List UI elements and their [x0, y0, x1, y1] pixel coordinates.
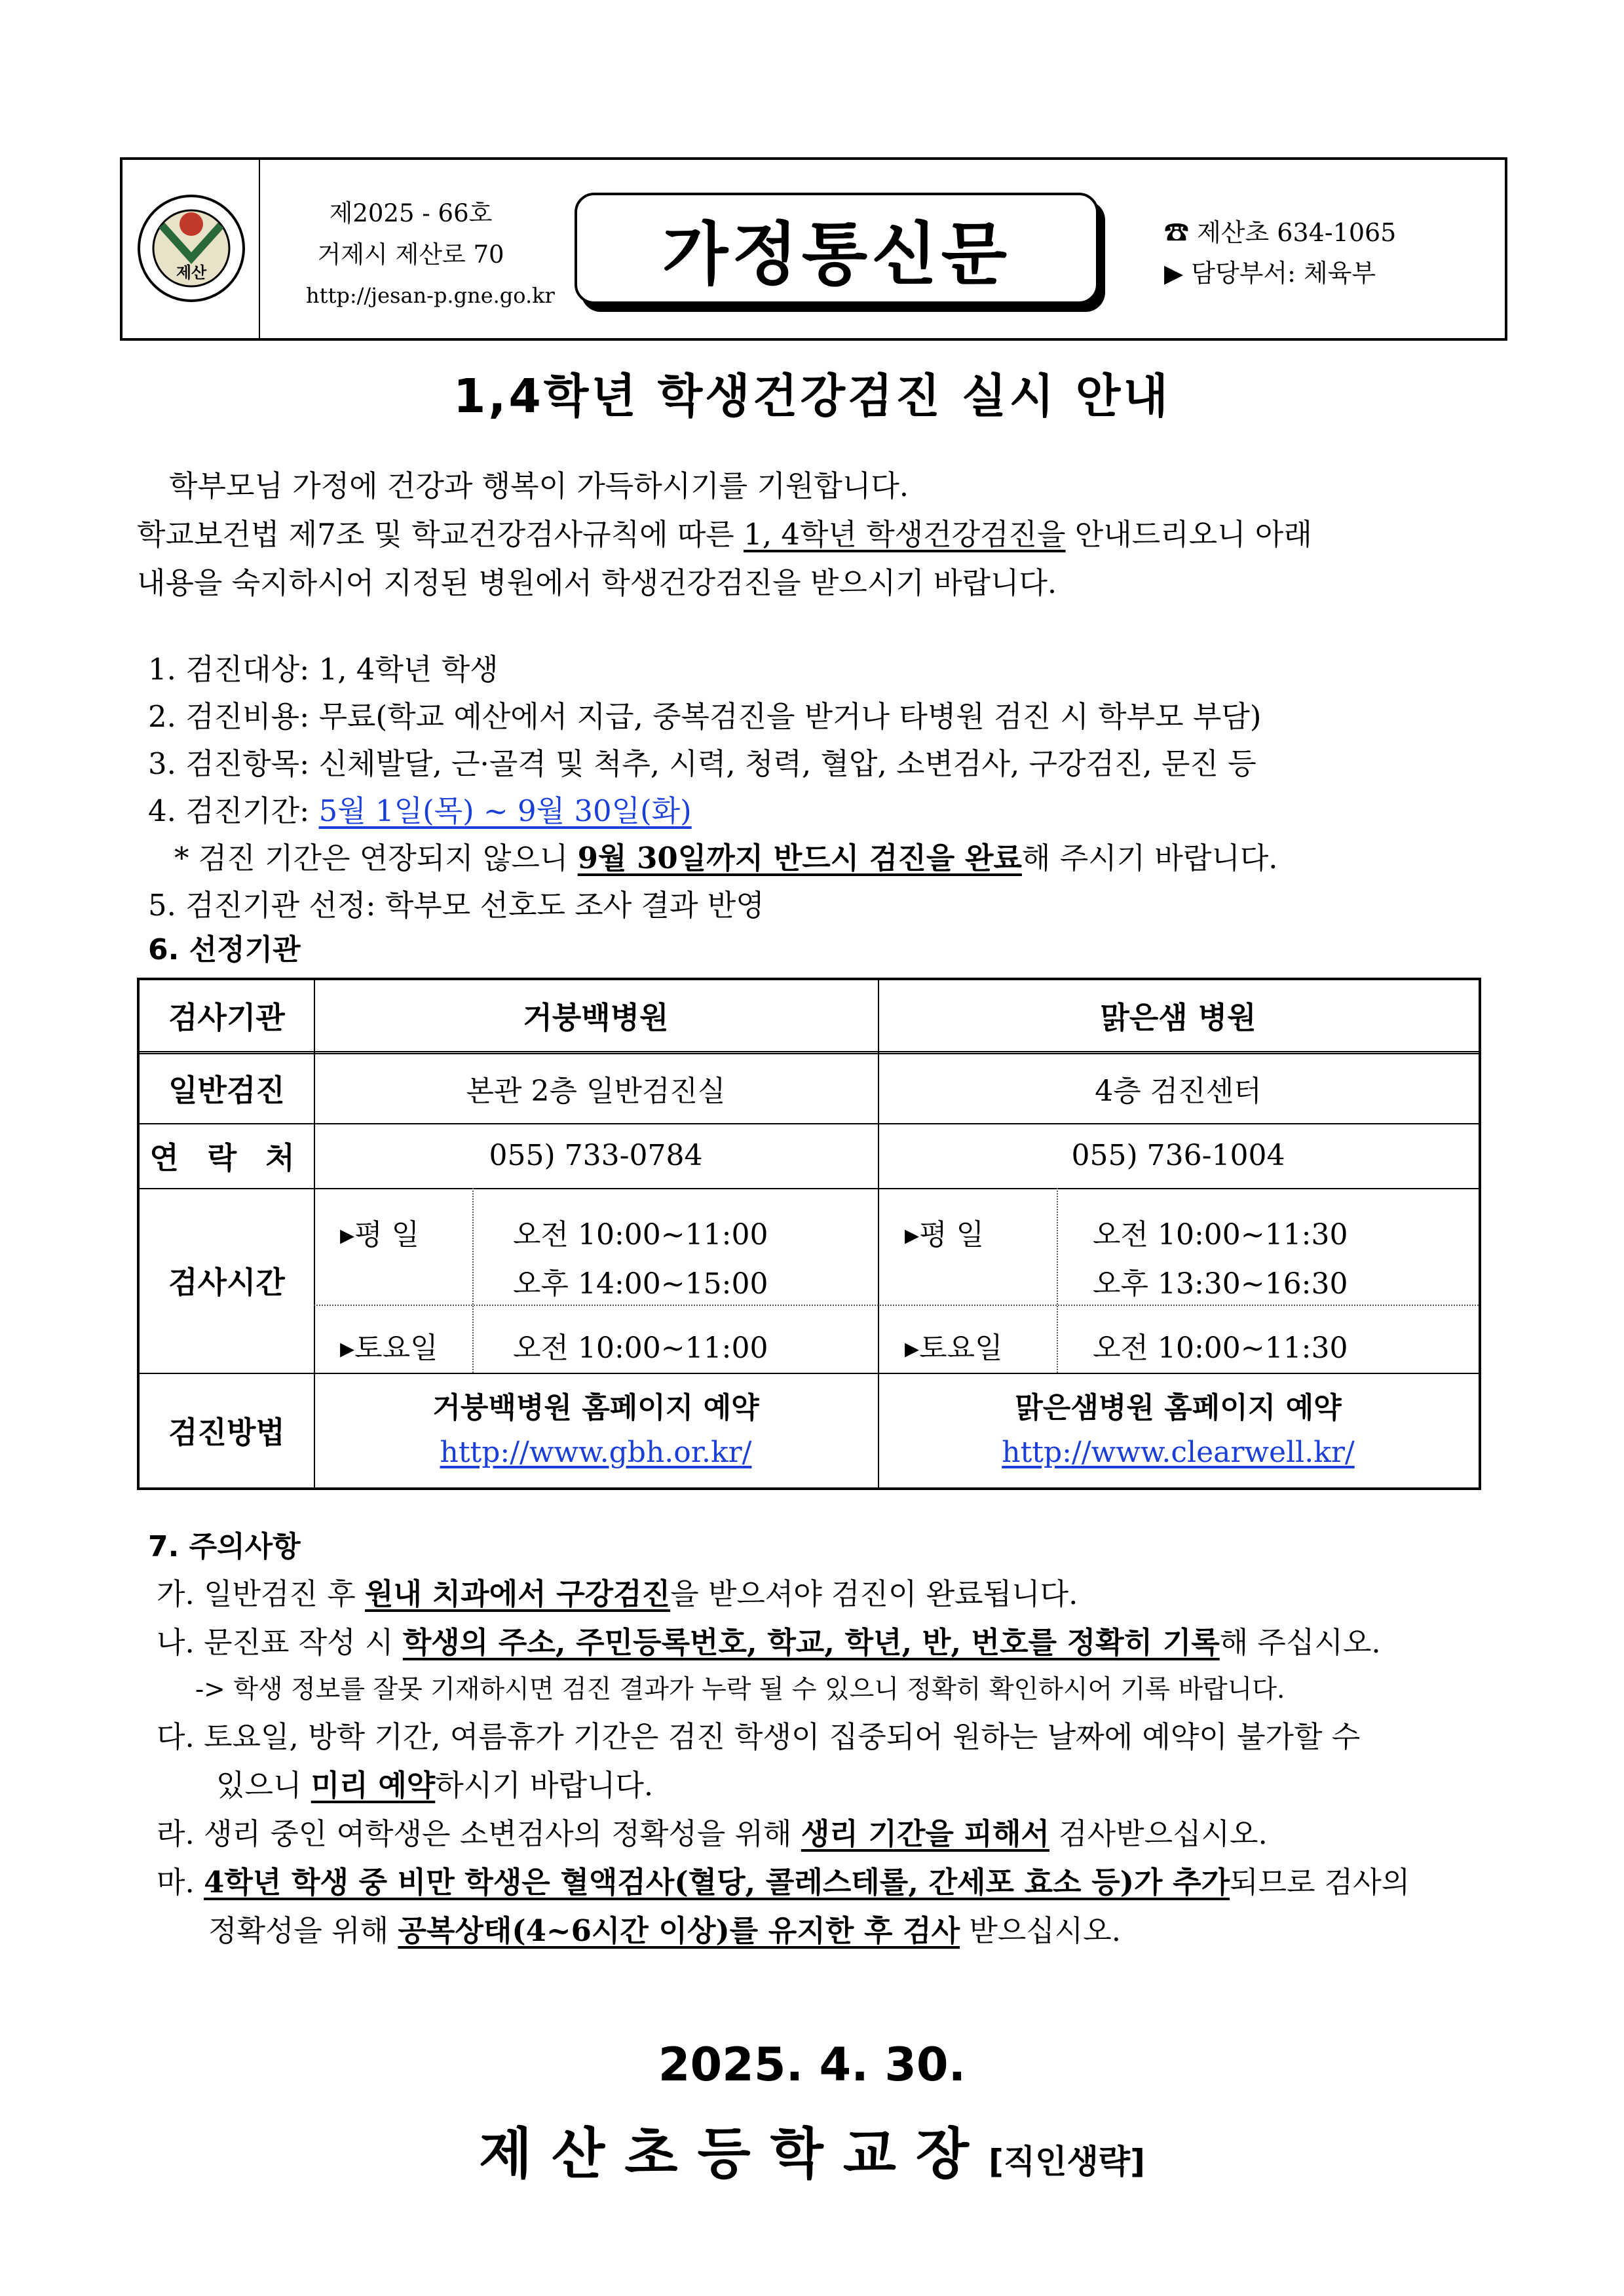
item-selection: 5. 검진기관 선정: 학부모 선호도 조사 결과 반영: [148, 888, 765, 923]
signer: [0, 2110, 1624, 2189]
caution-c-line1: 다. 토요일, 방학 기간, 여름휴가 기간은 검진 학생이 집중되어 원하는 날짜에 예약이 불가할 수: [157, 1719, 1361, 1754]
hospital-2-link[interactable]: http://www.clearwell.kr/: [1002, 1435, 1355, 1469]
caution-d: 라. 생리 중인 여학생은 소변검사의 정확성을 위해 생리 기간을 피해서 검사받으십시오.: [157, 1816, 1268, 1851]
hospital-1-phone: 055) 733-0784: [489, 1139, 703, 1172]
hospital-2-saturday: 오전 10:00~11:30: [1093, 1331, 1348, 1365]
row-label-time: 검사시간: [168, 1265, 285, 1300]
logo-text: 제산: [176, 263, 207, 282]
issue-number: 제2025 - 66호: [329, 199, 493, 227]
page-title: 1,4학년 학생건강검진 실시 안내: [453, 369, 1171, 423]
hospital-1-weekday-label: ▸평 일: [340, 1218, 420, 1252]
hospital-2-weekday-label: ▸평 일: [905, 1218, 985, 1252]
hospital-1-name: 거붕백병원: [523, 1000, 669, 1035]
phone-number: ☎ 제산초 634-1065: [1164, 218, 1397, 247]
row-label-contact: 연 락 처: [149, 1139, 304, 1176]
school-address: 거제시 제산로 70: [317, 240, 504, 269]
cautions-heading: 7. 주의사항: [148, 1530, 301, 1563]
hospital-table: [137, 978, 1481, 1490]
caution-a: 가. 일반검진 후 원내 치과에서 구강검진을 받으셔야 검진이 완료됩니다.: [157, 1577, 1078, 1611]
logo-cell: [123, 160, 260, 338]
row-label-general: 일반검진: [168, 1073, 285, 1108]
caution-c-line2: 있으니 미리 예약하시기 바랍니다.: [216, 1768, 654, 1803]
caution-e-emphasis: 4학년 학생 중 비만 학생은 혈액검사(혈당, 콜레스테롤, 간세포 효소 등)가 추가: [204, 1865, 1230, 1900]
intro-line-3: 내용을 숙지하시어 지정된 병원에서 학생건강검진을 받으시기 바랍니다.: [137, 565, 1057, 600]
caution-b-sub: -> 학생 정보를 잘못 기재하시면 검진 결과가 누락 될 수 있으니 정확히 확인하시어 기록 바랍니다.: [195, 1675, 1285, 1704]
intro-highlight: 1, 4학년 학생건강검진을: [744, 517, 1066, 552]
row-label-method: 검진방법: [168, 1414, 285, 1450]
hospital-2-method: [878, 1373, 1479, 1487]
caution-e-line1: 마. 4학년 학생 중 비만 학생은 혈액검사(혈당, 콜레스테롤, 간세포 효소 등)가 추가되므로 검사의: [157, 1865, 1410, 1900]
item-cost: 2. 검진비용: 무료(학교 예산에서 지급, 중복검진을 받거나 타병원 검진 시 학부모 부담): [148, 699, 1262, 734]
department: ▶ 담당부서: 체육부: [1164, 259, 1376, 288]
caution-e-emphasis-2: 공복상태(4~6시간 이상)를 유지한 후 검사: [398, 1913, 960, 1948]
hospital-1-method-text: 거붕백병원 홈페이지 예약: [432, 1390, 759, 1425]
hospital-2-general: 4층 검진센터: [1095, 1075, 1262, 1108]
caution-d-emphasis: 생리 기간을 피해서: [801, 1816, 1049, 1851]
hospital-2-weekday-am: 오전 10:00~11:30: [1093, 1218, 1348, 1252]
contact-info: [1164, 212, 1396, 294]
header-box: [120, 157, 1507, 341]
hospital-2-phone: 055) 736-1004: [1071, 1139, 1285, 1172]
seal-omitted-note: [직인생략]: [989, 2143, 1145, 2181]
hospital-1-saturday-label: ▸토요일: [340, 1331, 438, 1365]
hospital-1-link[interactable]: http://www.gbh.or.kr/: [440, 1435, 752, 1469]
caution-a-emphasis: 원내 치과에서 구강검진: [365, 1577, 671, 1611]
hospitals-heading: 6. 선정기관: [148, 933, 301, 966]
hospital-1-method: [314, 1373, 878, 1487]
signer-name: 제산초등학교장: [479, 2122, 989, 2186]
document-date: 2025. 4. 30.: [658, 2038, 966, 2092]
issue-info: [306, 193, 555, 316]
intro-line-1: 학부모님 가정에 건강과 행복이 가득하시기를 기원합니다.: [169, 469, 909, 503]
col-header-institution: 검사기관: [168, 1000, 285, 1035]
intro-line-2: 학교보건법 제7조 및 학교건강검사규칙에 따른 1, 4학년 학생건강검진을 안내드리오니 아래: [137, 517, 1312, 552]
item-exam-list: 3. 검진항목: 신체발달, 근·골격 및 척추, 시력, 청력, 혈압, 소변검사, 구강검진, 문진 등: [148, 746, 1256, 781]
school-logo: [136, 186, 247, 311]
hospital-2-name: 맑은샘 병원: [1100, 1000, 1256, 1035]
school-url[interactable]: http://jesan-p.gne.go.kr: [306, 283, 555, 308]
caution-c-emphasis: 미리 예약: [311, 1768, 436, 1803]
item-period-note: * 검진 기간은 연장되지 않으니 9월 30일까지 반드시 검진을 완료해 주시기 바랍니다.: [174, 841, 1278, 875]
hospital-2-saturday-label: ▸토요일: [905, 1331, 1003, 1365]
deadline-emphasis: 9월 30일까지 반드시 검진을 완료: [577, 841, 1022, 875]
item-period: 4. 검진기간: 5월 1일(목) ~ 9월 30일(화): [148, 794, 692, 828]
item-target: 1. 검진대상: 1, 4학년 학생: [148, 652, 499, 687]
newsletter-title: 가정통신문: [575, 193, 1099, 304]
period-value: 5월 1일(목) ~ 9월 30일(화): [318, 794, 692, 828]
hospital-2-weekday-pm: 오후 13:30~16:30: [1093, 1267, 1348, 1301]
hospital-1-general: 본관 2층 일반검진실: [466, 1075, 726, 1108]
hospital-1-weekday-pm: 오후 14:00~15:00: [513, 1267, 768, 1301]
hospital-2-method-text: 맑은샘병원 홈페이지 예약: [1015, 1390, 1342, 1425]
hospital-1-saturday: 오전 10:00~11:00: [513, 1331, 768, 1365]
caution-b: 나. 문진표 작성 시 학생의 주소, 주민등록번호, 학교, 학년, 반, 번호를 정확히 기록해 주십시오.: [157, 1625, 1381, 1660]
caution-e-line2: 정확성을 위해 공복상태(4~6시간 이상)를 유지한 후 검사 받으십시오.: [208, 1913, 1122, 1948]
hospital-1-weekday-am: 오전 10:00~11:00: [513, 1218, 768, 1252]
caution-b-emphasis: 학생의 주소, 주민등록번호, 학교, 학년, 반, 번호를 정확히 기록: [402, 1625, 1220, 1660]
